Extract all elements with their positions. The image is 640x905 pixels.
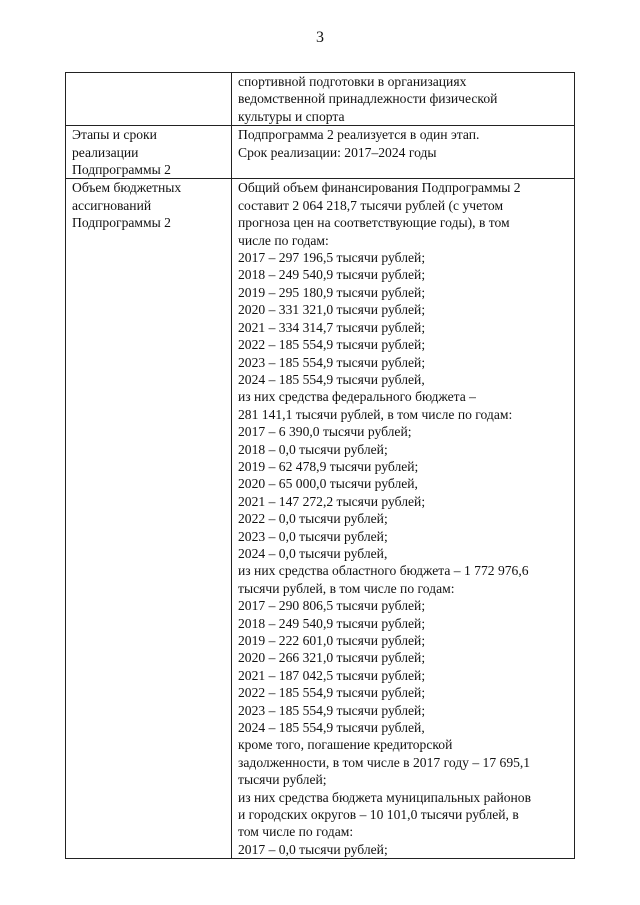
parameter-value-cell	[232, 73, 575, 126]
parameter-name-line: Подпрограммы 2	[72, 215, 171, 231]
parameter-value-line: 281 141,1 тысячи рублей, в том числе по годам:	[238, 406, 513, 422]
parameter-value-line: Подпрограмма 2 реализуется в один этап.	[238, 127, 480, 143]
parameter-value-line: 2021 – 334 314,7 тысячи рублей;	[238, 319, 426, 335]
parameter-value-line: 2018 – 0,0 тысячи рублей;	[238, 441, 388, 457]
parameter-value-line: 2020 – 65 000,0 тысячи рублей,	[238, 476, 418, 492]
parameter-value-line: прогноза цен на соответствующие годы), в том	[238, 215, 510, 231]
parameter-value-line: спортивной подготовки в организациях	[238, 74, 467, 89]
parameter-value-line: 2022 – 0,0 тысячи рублей;	[238, 511, 388, 527]
parameter-value-line: 2024 – 0,0 тысячи рублей,	[238, 545, 388, 561]
parameter-value-line: 2017 – 6 390,0 тысячи рублей;	[238, 424, 412, 440]
parameter-value-line: 2023 – 185 554,9 тысячи рублей;	[238, 354, 426, 370]
parameter-value-line: 2017 – 0,0 тысячи рублей;	[238, 841, 388, 857]
parameter-value-line: ведомственной принадлежности физической	[238, 91, 498, 107]
parameter-value-line: 2020 – 331 321,0 тысячи рублей;	[238, 302, 426, 318]
parameter-value-line: из них средства областного бюджета – 1 772 976,6	[238, 563, 529, 579]
table-row	[66, 73, 575, 126]
parameter-value-line: 2024 – 185 554,9 тысячи рублей,	[238, 720, 425, 736]
table-row	[66, 126, 575, 179]
parameter-value-cell	[232, 179, 575, 859]
parameter-value-line: 2022 – 185 554,9 тысячи рублей;	[238, 337, 426, 353]
parameter-value-line: том числе по годам:	[238, 824, 354, 840]
parameter-name-line: ассигнований	[72, 197, 152, 213]
parameter-name-line: Подпрограммы 2	[72, 162, 171, 178]
page-number: 3	[316, 29, 324, 46]
table-row	[66, 179, 575, 859]
parameter-value-line: задолженности, в том числе в 2017 году – 17 695,1	[238, 754, 531, 770]
parameter-value-line: культуры и спорта	[238, 108, 345, 124]
parameter-value-line: и городских округов – 10 101,0 тысячи рублей, в	[238, 807, 519, 823]
parameter-name-cell	[66, 126, 232, 179]
parameter-value-line: 2023 – 0,0 тысячи рублей;	[238, 528, 388, 544]
parameter-name-line: реализации	[72, 144, 139, 160]
parameter-value-line: 2022 – 185 554,9 тысячи рублей;	[238, 685, 426, 701]
table-body	[66, 73, 575, 859]
parameter-value-line: тысячи рублей, в том числе по годам:	[238, 580, 455, 596]
parameter-value-line: 2018 – 249 540,9 тысячи рублей;	[238, 615, 426, 631]
parameter-value-cell	[232, 126, 575, 179]
parameter-value-line: 2019 – 222 601,0 тысячи рублей;	[238, 633, 426, 648]
parameter-value-line: 2019 – 295 180,9 тысячи рублей;	[238, 284, 426, 300]
parameter-value-line: числе по годам:	[238, 232, 329, 248]
parameter-value-line: 2021 – 187 042,5 тысячи рублей;	[238, 667, 426, 683]
parameter-value-line: кроме того, погашение кредиторской	[238, 737, 453, 753]
parameter-value-line: Общий объем финансирования Подпрограммы 2	[238, 180, 521, 196]
parameter-name-cell	[66, 179, 232, 859]
parameter-name-line: Объем бюджетных	[72, 180, 182, 196]
parameter-value-line: 2021 – 147 272,2 тысячи рублей;	[238, 493, 426, 509]
parameter-value-line: 2018 – 249 540,9 тысячи рублей;	[238, 267, 426, 283]
parameter-value-line: из них средства бюджета муниципальных районов	[238, 789, 532, 805]
parameter-value-line: 2017 – 290 806,5 тысячи рублей;	[238, 598, 426, 614]
parameter-value-line: Срок реализации: 2017–2024 годы	[238, 144, 437, 160]
parameter-value-line: 2019 – 62 478,9 тысячи рублей;	[238, 458, 419, 474]
parameter-value-line: 2024 – 185 554,9 тысячи рублей,	[238, 371, 425, 387]
parameter-value-line: из них средства федерального бюджета –	[238, 389, 476, 405]
parameter-value-line: тысячи рублей;	[238, 772, 327, 788]
parameter-value-line: 2017 – 297 196,5 тысячи рублей;	[238, 250, 426, 266]
parameter-value-line: 2020 – 266 321,0 тысячи рублей;	[238, 650, 426, 666]
parameter-value-line: 2023 – 185 554,9 тысячи рублей;	[238, 702, 426, 718]
parameter-name-line: Этапы и сроки	[72, 127, 157, 143]
parameter-value-line: составит 2 064 218,7 тысячи рублей (с учетом	[238, 197, 504, 213]
program-passport-table	[65, 72, 575, 859]
parameter-name-cell	[66, 73, 232, 126]
